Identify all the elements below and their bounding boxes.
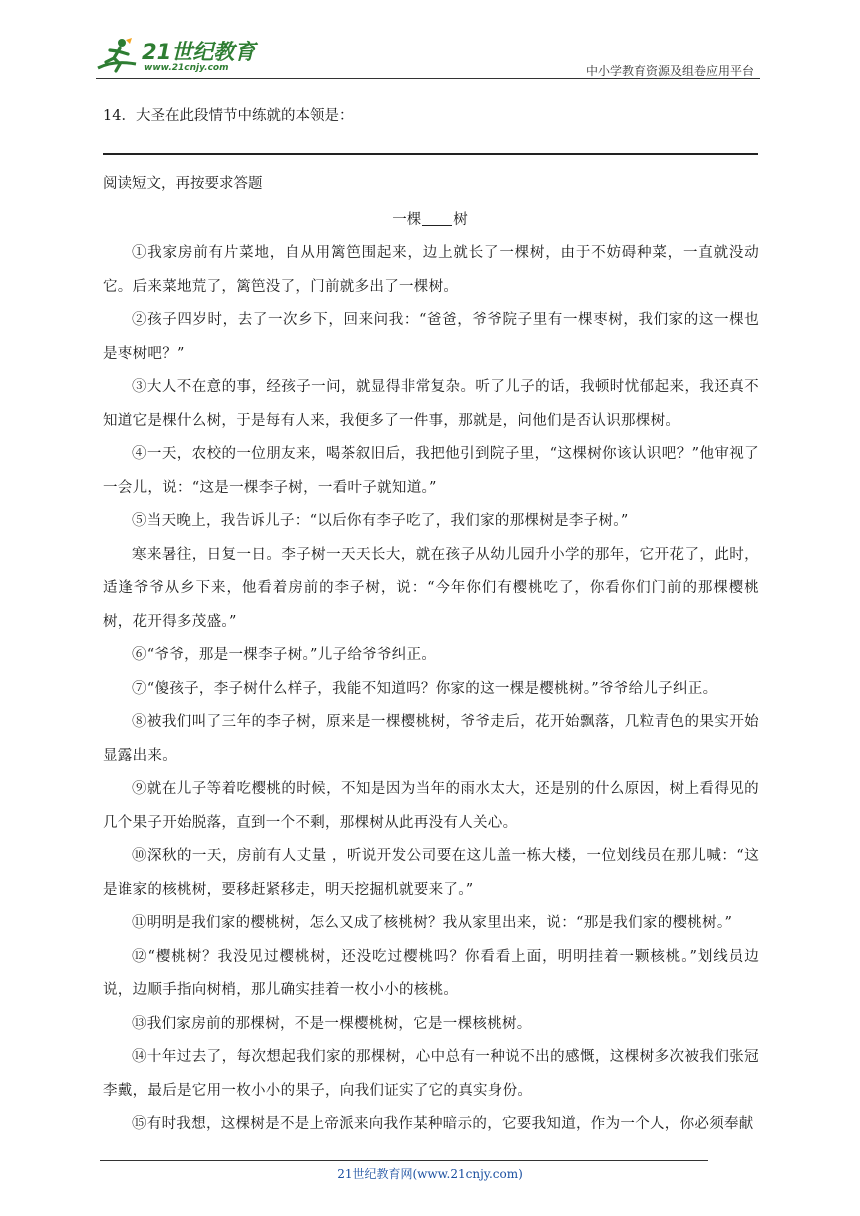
paragraph: ⑫“樱桃树？我没见过樱桃树，还没吃过樱桃吗？你看看上面，明明挂着一颗核桃。”划线员边说，边顺手指向树梢，那儿确实挂着一枚小小的核桃。	[103, 948, 759, 998]
site-logo[interactable]	[96, 36, 266, 76]
page-header	[96, 30, 760, 80]
paragraph: ⑤当天晚上，我告诉儿子：“以后你有李子吃了，我们家的那棵树是李子树。”	[132, 513, 629, 529]
paragraph: ①我家房前有片菜地，自从用篱笆围起来，边上就长了一棵树，由于不妨碍种菜，一直就没动它。后来菜地荒了，篱笆没了，门前就多出了一棵树。	[103, 245, 759, 295]
logo-url: www.21cnjy.com	[144, 63, 229, 73]
paragraph: ⑥“爷爷，那是一棵李子树。”儿子给爷爷纠正。	[132, 647, 437, 663]
article-title	[0, 208, 860, 229]
title-after: 树	[453, 212, 468, 228]
question-14: 14．大圣在此段情节中练就的本领是：	[103, 108, 354, 124]
answer-line	[103, 153, 758, 155]
title-before: 一棵	[392, 212, 422, 228]
article-body	[103, 237, 759, 1142]
reading-instruction: 阅读短文，再按要求答题	[103, 176, 263, 192]
logo-text: 21世纪教育	[142, 40, 256, 64]
paragraph: 寒来暑往，日复一日。李子树一天天长大，就在孩子从幼儿园升小学的那年，它开花了，此时，适逢爷爷从乡下来，他看着房前的李子树，说：“今年你们有樱桃吃了，你看你们门前的那棵樱桃树，花开得多茂盛。”	[103, 546, 759, 630]
platform-name: 中小学教育资源及组卷应用平台	[585, 64, 754, 78]
footer-divider	[100, 1160, 708, 1161]
paragraph: ④一天，农校的一位朋友来，喝茶叙旧后，我把他引到院子里，“这棵树你该认识吧？”他审视了一会儿，说：“这是一棵李子树，一看叶子就知道。”	[103, 446, 759, 496]
paragraph: ⑮有时我想，这棵树是不是上帝派来向我作某种暗示的，它要我知道，作为一个人，你必须奉献	[132, 1116, 754, 1132]
paragraph: ⑩深秋的一天，房前有人丈量 ，听说开发公司要在这儿盖一栋大楼，一位划线员在那儿喊：“这是谁家的核桃树，要移赶紧移走，明天挖掘机就要来了。”	[103, 848, 759, 898]
paragraph: ⑧被我们叫了三年的李子树，原来是一棵樱桃树，爷爷走后，花开始飘落，几粒青色的果实开始显露出来。	[103, 714, 759, 764]
paragraph: ⑨就在儿子等着吃樱桃的时候，不知是因为当年的雨水太大，还是别的什么原因，树上看得见的几个果子开始脱落，直到一个不剩，那棵树从此再没有人关心。	[103, 781, 759, 831]
header-divider	[96, 78, 760, 79]
paragraph: ⑭十年过去了，每次想起我们家的那棵树，心中总有一种说不出的感慨，这棵树多次被我们张冠李戴，最后是它用一枚小小的果子，向我们证实了它的真实身份。	[103, 1049, 759, 1099]
paragraph: ⑬我们家房前的那棵树，不是一棵樱桃树，它是一棵核桃树。	[132, 1015, 532, 1032]
paragraph: ②孩子四岁时，去了一次乡下，回来问我：“爸爸，爷爷院子里有一棵枣树，我们家的这一棵也是枣树吧？”	[103, 312, 759, 362]
footer-link[interactable]: 21世纪教育网(www.21cnjy.com)	[337, 1167, 523, 1181]
runner-logo-icon	[96, 38, 140, 74]
paragraph: ③大人不在意的事，经孩子一问，就显得非常复杂。听了儿子的话，我顿时忧郁起来，我还真不知道它是棵什么树，于是每有人来，我便多了一件事，那就是，问他们是否认识那棵树。	[103, 379, 759, 429]
title-blank	[422, 211, 452, 226]
paragraph: ⑦“傻孩子，李子树什么样子，我能不知道吗？你家的这一棵是樱桃树。”爷爷给儿子纠正。	[132, 680, 718, 697]
paragraph: ⑪明明是我们家的樱桃树，怎么又成了核桃树？我从家里出来，说：“那是我们家的樱桃树。”	[132, 915, 733, 931]
